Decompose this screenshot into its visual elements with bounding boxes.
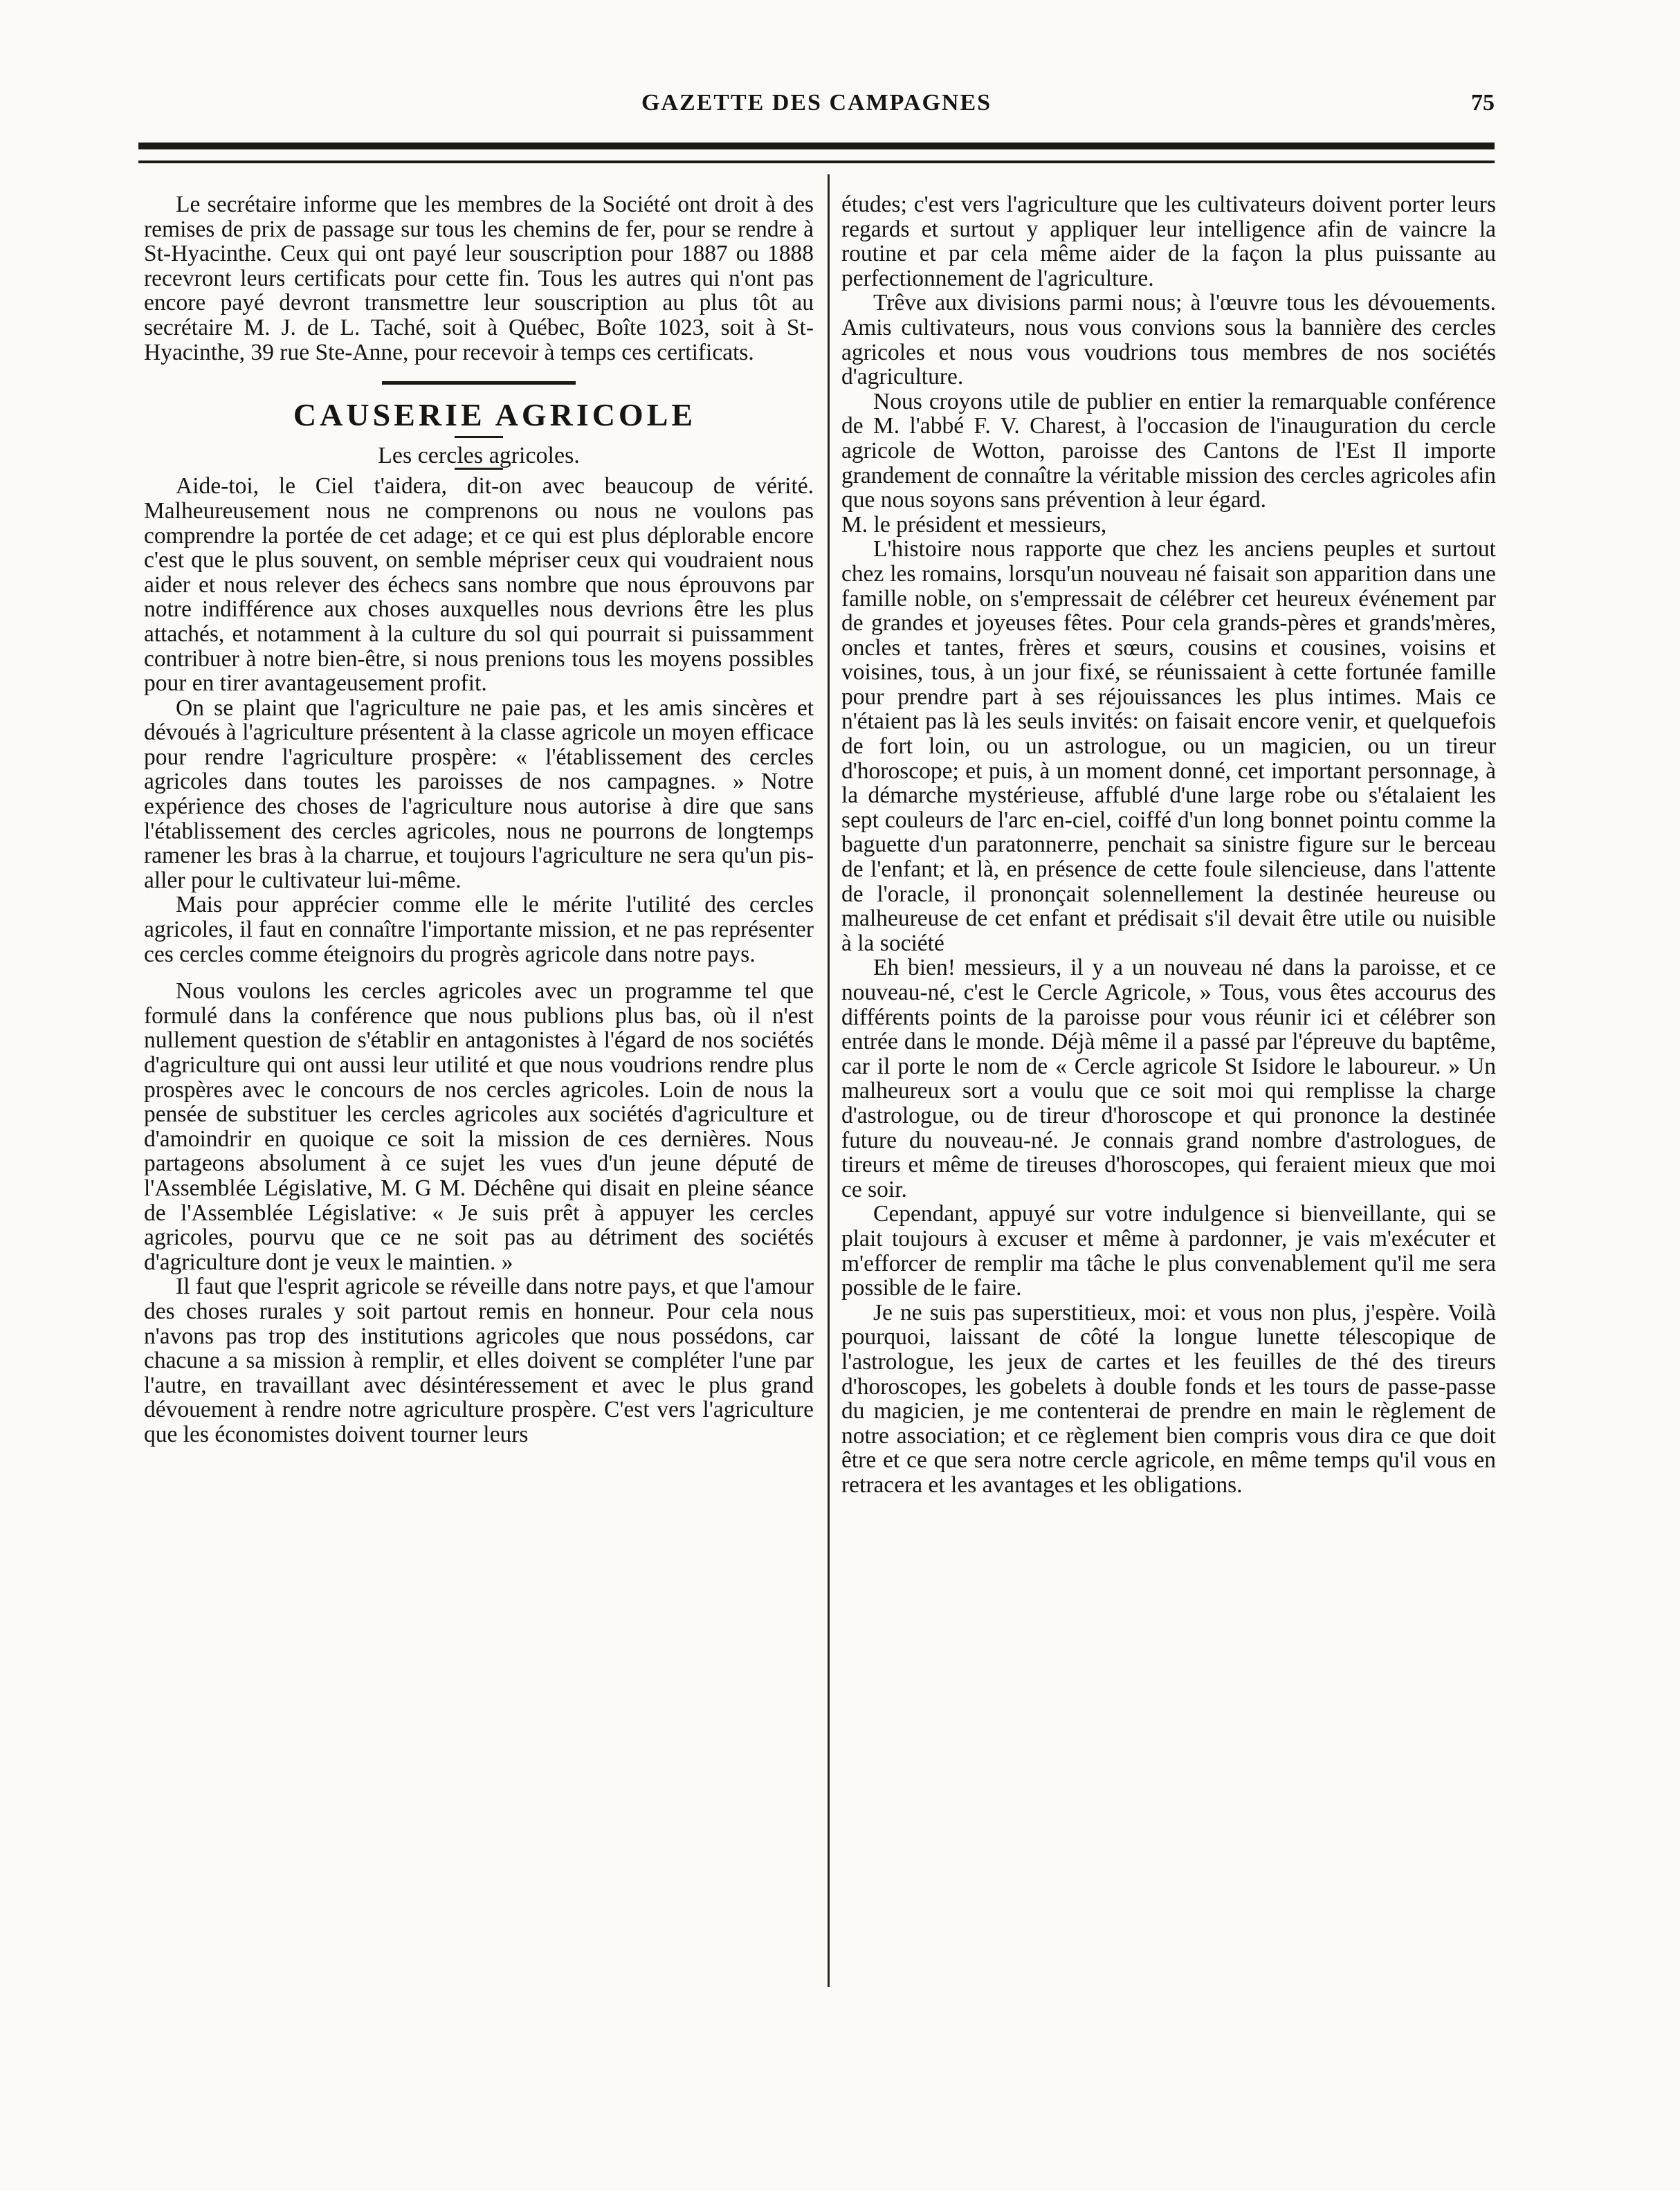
section-title: CAUSERIE AGRICOLE: [293, 397, 697, 433]
article-paragraph: Mais pour apprécier comme elle le mérite l'utilité des cercles agricoles, il faut en connaître l'importante mission, et ne pas représenter ces cercles comme éteignoirs du progrès agricole dans notre pays.: [144, 892, 814, 967]
left-column: [144, 192, 814, 1447]
article-paragraph: Nous croyons utile de publier en entier la remarquable conférence de M. l'abbé F. V. Charest, à l'occasion de l'inauguration du cercle agricole de Wotton, paroisse des Cantons de l'Est Il importe grandement de connaître la véritable mission des cercles agricoles afin que nous soyons sans prévention à leur égard.: [841, 388, 1496, 513]
header-rule-thin: [138, 161, 1495, 163]
speech-paragraph: Cependant, appuyé sur votre indulgence si bienveillante, qui se plait toujours à excuser et même à pardonner, je vais m'exécuter et m'efforcer de remplir ma tâche le plus convenablement qu'il me sera possible de le faire.: [841, 1201, 1496, 1301]
page-header: [138, 90, 1495, 131]
article-paragraph: Trêve aux divisions parmi nous; à l'œuvre tous les dévouements. Amis cultivateurs, nous vous convions sous la bannière des cercles agricoles et nous vous voudrions tous membres de nos sociétés d'agriculture.: [841, 290, 1496, 390]
article-paragraph: Nous voulons les cercles agricoles avec un programme tel que formulé dans la conférence que nous publions plus bas, où il n'est nullement question de s'établir en antagonistes à l'égard de nos sociétés d'agriculture qui ont aussi leur utilité et que nous voudrions rendre plus prospères avec le concours de nos cercles agricoles. Loin de nous la pensée de substituer les cercles agricoles aux sociétés d'agriculture et d'amoindrir en quoique ce soit la mission de ces dernières. Nous partageons absolument à ce sujet les vues d'un jeune député de l'Assemblée Législative, M. G M. Déchêne qui disait en pleine séance de l'Assemblée Législative: « Je suis prêt à appuyer les cercles agricoles, pourvu que ce ne soit pas au détriment des sociétés d'agriculture dont je veux le maintien. »: [144, 978, 814, 1275]
running-title: GAZETTE DES CAMPAGNES: [641, 90, 992, 116]
column-divider: [828, 174, 830, 1987]
salutation: M. le président et messieurs,: [841, 511, 1107, 538]
speech-paragraph: Je ne suis pas superstitieux, moi: et vous non plus, j'espère. Voilà pourquoi, laissant de côté la longue lunette télescopique de l'astrologue, les jeux de cartes et les feuilles de thé des tireurs d'horoscopes, les gobelets à double fonds et les tours de passe-passe du magicien, je me contenterai de prendre en main le règlement de notre association; et ce règlement bien compris vous dira ce que doit être et ce que sera notre cercle agricole, en même temps qu'il vous en retracera et les avantages et les obligations.: [841, 1299, 1496, 1498]
secretary-notice: Le secrétaire informe que les membres de la Société ont droit à des remises de prix de passage sur tous les chemins de fer, pour se rendre à St-Hyacinthe. Ceux qui ont payé leur souscription pour 1887 ou 1888 recevront leurs certificats pour cette fin. Tous les autres qui n'ont pas encore payé devront transmettre leur souscription au plus tôt au secrétaire M. J. de L. Taché, soit à Québec, Boîte 1023, soit à St-Hyacinthe, 39 rue Ste-Anne, pour recevoir à temps ces certificats.: [144, 192, 814, 365]
title-underline: [455, 436, 503, 438]
speech-paragraph: Eh bien! messieurs, il y a un nouveau né dans la paroisse, et ce nouveau-né, c'est le Cercle Agricole, » Tous, vous êtes accourus des différents points de la paroisse pour vous réunir ici et célébrer son entrée dans le monde. Déjà même il a passé par l'épreuve du baptême, car il porte le nom de « Cercle agricole St Isidore le laboureur. » Un malheureux sort a voulu que ce soit moi qui remplisse la charge d'astrologue, ou de tireur d'horoscope et qui prononce la destinée future du nouveau-né. Je connais grand nombre d'astrologues, de tireurs et même de tireuses d'horoscopes, qui feraient mieux que moi ce soir.: [841, 955, 1496, 1202]
article-paragraph: études; c'est vers l'agriculture que les cultivateurs doivent porter leurs regards et surtout y appliquer leur intelligence afin de vaincre la routine et par cela même aider de la façon la plus puissante au perfectionnement de l'agriculture.: [841, 192, 1496, 291]
header-rule-thick: [138, 143, 1495, 149]
article-paragraph: On se plaint que l'agriculture ne paie pas, et les amis sincères et dévoués à l'agriculture présentent à la classe agricole un moyen efficace pour rendre l'agriculture prospère: « l'établissement des cercles agricoles dans toutes les paroisses de nos campagnes. » Notre expérience des choses de l'agriculture nous autorise à dire que sans l'établissement des cercles agricoles, nous ne pourrons de longtemps ramener les bras à la charrue, et toujours l'agriculture ne sera qu'un pis-aller pour le cultivateur lui-même.: [144, 695, 814, 893]
section-separator: [382, 381, 576, 385]
page-number: 75: [1471, 90, 1495, 116]
article-paragraph: Aide-toi, le Ciel t'aidera, dit-on avec beaucoup de vérité. Malheureusement nous ne comprenons ou nous ne voulons pas comprendre la portée de cet adage; et ce qui est plus déplorable encore c'est que le plus souvent, on semble mépriser ceux qui voudraient nous aider et nous relever des échecs sans nombre que nous éprouvons par notre indifférence aux choses auxquelles nous devrions être les plus attachés, et notamment à la culture du sol qui pourrait si puissamment contribuer à notre bien-être, si nous prenions tous les moyens possibles pour en tirer avantageusement profit.: [144, 473, 814, 697]
speech-paragraph: L'histoire nous rapporte que chez les anciens peuples et surtout chez les romains, lorsqu'un nouveau né faisait son apparition dans une famille noble, on s'empressait de célébrer cet heureux événement par de grandes et joyeuses fêtes. Pour cela grands-pères et grands'mères, oncles et tantes, frères et sœurs, cousins et cousines, voisins et voisines, tous, à un jour fixé, se réunissaient à cette fortunée famille pour prendre part à ses réjouissances les plus intimes. Mais ce n'étaient pas là les seuls invités: on faisait encore venir, et quelquefois de fort loin, ou un astrologue, ou un magicien, ou un tireur d'horoscope; et puis, à un moment donné, cet important personnage, à la démarche mystérieuse, affublé d'une large robe ou s'étalaient les sept couleurs de l'arc en-ciel, coiffé d'un long bonnet pointu comme la baguette d'un paratonnerre, penchait sa sinistre figure sur le berceau de l'enfant; et là, en présence de cette foule silencieuse, dans l'attente de l'oracle, il prononçait solennellement la destinée heureuse ou malheureuse de cet enfant et prédisait s'il devait être utile ou nuisible à la société: [841, 536, 1496, 956]
article-paragraph: Il faut que l'esprit agricole se réveille dans notre pays, et que l'amour des choses rurales y soit partout remis en honneur. Pour cela nous n'avons pas trop des institutions agricoles que nous possédons, car chacune a sa mission à remplir, et elles doivent se compléter l'une par l'autre, en travaillant avec désintéressement et avec le plus grand dévouement à rendre notre agriculture prospère. C'est vers l'agriculture que les économistes doivent tourner leurs: [144, 1274, 814, 1447]
right-column: [841, 192, 1496, 1497]
subtitle-underline: [455, 468, 503, 470]
section-subtitle: Les cercles agricoles.: [378, 442, 580, 468]
